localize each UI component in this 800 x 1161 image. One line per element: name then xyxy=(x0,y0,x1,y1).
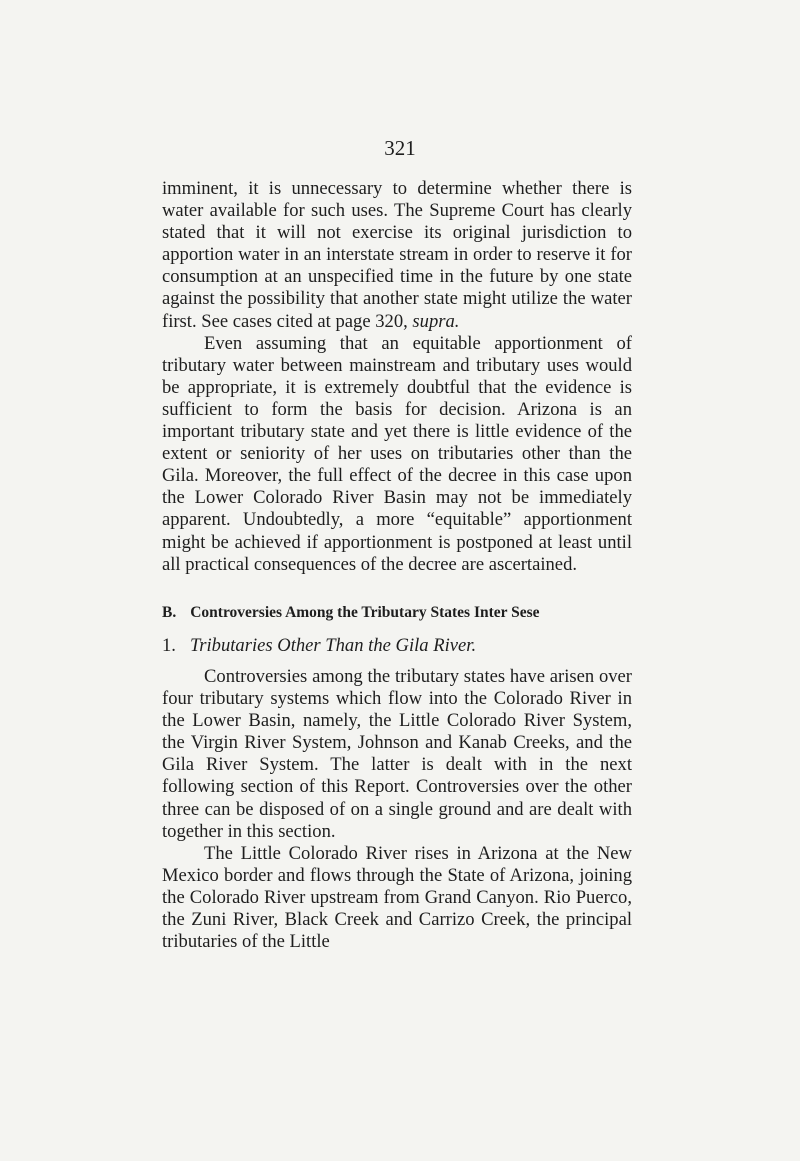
paragraph-controversies: Controversies among the tributary states have arisen over four tributary systems which flow into the Colorado River in the Lower Basin, namely, the Little Colorado River System, the Virgin River System, Johnson and Kanab Creeks, and the Gila River System. The latter is dealt with in the next following section of this Report. Controversies over the other three can be disposed of on a single ground and are dealt with together in this section. xyxy=(162,666,632,842)
paragraph-equitable-apportionment: Even assuming that an equitable apportionment of tributary water between mainstream and tributary uses would be appropriate, it is extremely doubtful that the evidence is sufficient to form the basis for decision. Arizona is an important tributary state and yet there is little evidence of the extent or seniority of her uses on tributaries other than the Gila. Moreover, the full effect of the decree in this case upon the Lower Colorado River Basin may not be immediately apparent. Undoubtedly, a more “equitable” apportionment might be achieved if apportionment is postponed at least until all practical consequences of the decree are ascertained. xyxy=(162,332,632,575)
subsection-title: Tributaries Other Than the Gila River. xyxy=(189,635,477,656)
subsection-heading-1 xyxy=(162,635,632,657)
section-title: Controversies Among the Tributary States Inter Sese xyxy=(190,604,540,621)
section-heading-b xyxy=(162,603,632,623)
subsection-number: 1. xyxy=(162,635,176,656)
paragraph-text: imminent, it is unnecessary to determine whether there is water available for such uses. The Supreme Court has clearly stated that it will not exercise its original jurisdiction to apportion water in an interstate stream in order to reserve it for consumption at an unspecified time in the future by one state against the possibility that another state might utilize the water first. See cases cited at page 320, xyxy=(162,178,632,332)
supra-citation: supra. xyxy=(412,310,460,332)
page-number: 321 xyxy=(384,136,416,160)
bottom-text-block xyxy=(162,666,632,953)
paragraph-little-colorado: The Little Colorado River rises in Arizona at the New Mexico border and flows through the State of Arizona, joining the Colorado River upstream from Grand Canyon. Rio Puerco, the Zuni River, Black Creek and Carrizo Creek, the principal tributaries of the Little xyxy=(162,842,632,953)
section-letter: B. xyxy=(162,604,177,621)
top-text-block xyxy=(162,178,632,576)
paragraph-continuation xyxy=(162,178,632,333)
